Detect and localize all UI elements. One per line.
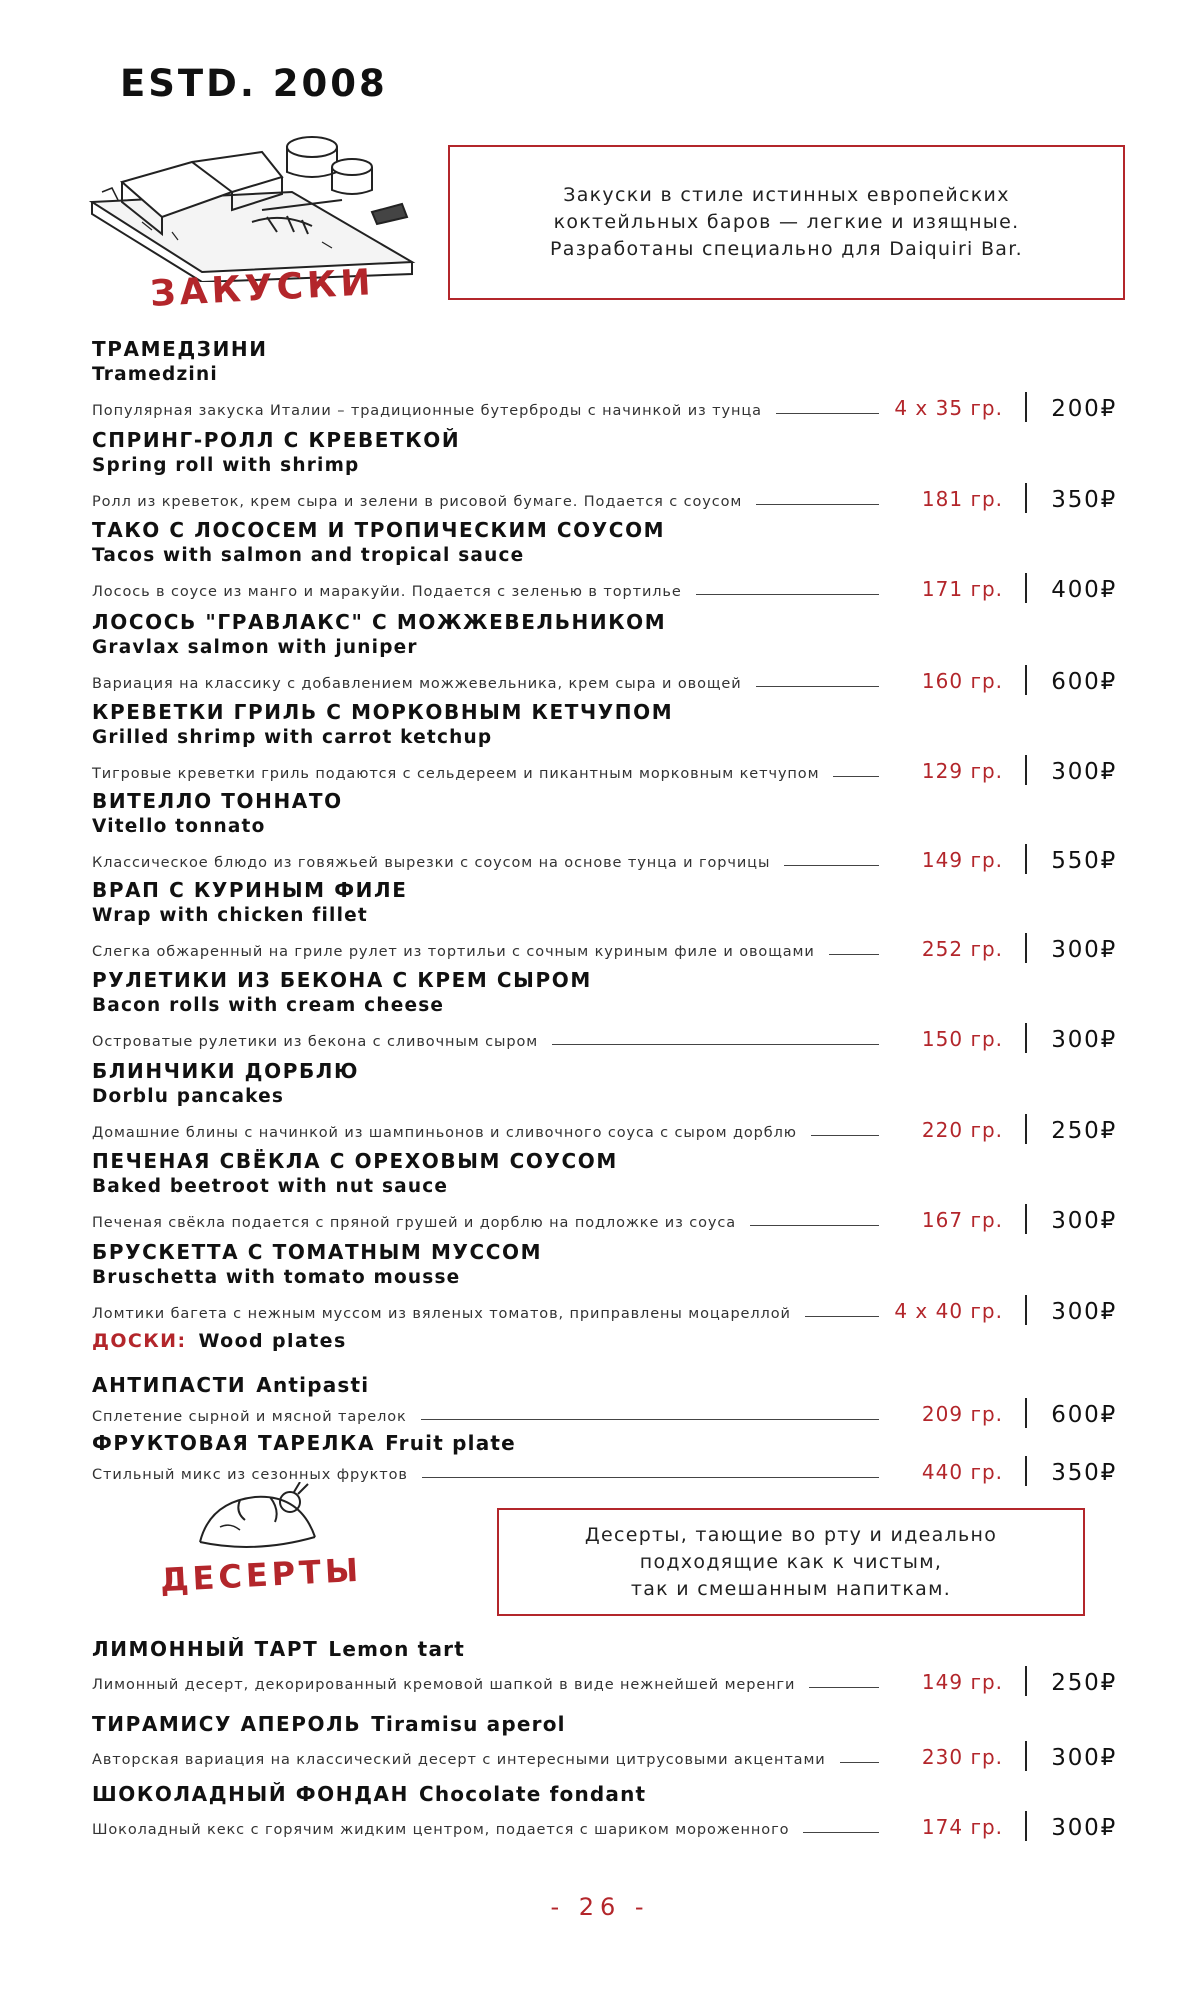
item-name-en: Wrap with chicken fillet — [92, 905, 368, 926]
boards-heading-en: Wood plates — [198, 1330, 347, 1352]
item-name-en: Gravlax salmon with juniper — [92, 637, 418, 658]
item-weight: 440 гр. — [921, 1460, 1003, 1484]
item-name-en: Dorblu pancakes — [92, 1086, 285, 1107]
item-description: Ломтики багета с нежным муссом из вяленых томатов, приправлены моцареллой — [92, 1306, 791, 1322]
item-weight: 4 x 35 гр. — [894, 396, 1003, 420]
item-description: Вариация на классику с добавлением можжевельника, крем сыра и овощей — [92, 676, 742, 692]
item-price: 400₽ — [1051, 577, 1117, 603]
item-name-en: Bruschetta with tomato mousse — [92, 1267, 461, 1288]
price-divider — [1025, 1741, 1027, 1771]
desserts-intro-box — [497, 1508, 1085, 1616]
item-description: Лимонный десерт, декорированный кремовой шапкой в виде нежнейшей меренги — [92, 1677, 796, 1693]
dessert-illustration — [190, 1482, 330, 1552]
menu-item — [92, 427, 1117, 517]
item-name-en: Chocolate fondant — [418, 1782, 647, 1806]
boards-heading — [92, 1330, 347, 1352]
item-name: БРУСКЕТТА С ТОМАТНЫМ МУССОМ — [92, 1240, 543, 1264]
menu-item — [92, 1239, 1117, 1329]
desserts-list — [92, 1636, 1117, 1851]
item-price: 600₽ — [1051, 669, 1117, 695]
item-price: 250₽ — [1051, 1670, 1117, 1696]
item-price: 300₽ — [1051, 1745, 1117, 1771]
price-divider — [1025, 1023, 1027, 1053]
item-name — [92, 1430, 1117, 1456]
page-number: - 26 - — [550, 1893, 650, 1921]
item-name — [92, 1636, 1117, 1662]
leader-line — [756, 686, 879, 687]
item-description: Шоколадный кекс с горячим жидким центром, подается с шариком мороженного — [92, 1822, 790, 1838]
boards-list — [92, 1372, 1117, 1488]
item-name-en: Fruit plate — [385, 1431, 516, 1455]
item-name: ТРАМЕДЗИНИ — [92, 337, 268, 361]
menu-item — [92, 336, 1117, 427]
item-description: Сплетение сырной и мясной тарелок — [92, 1409, 407, 1425]
item-description: Островатые рулетики из бекона с сливочным сыром — [92, 1034, 539, 1050]
desserts-intro-text: Десерты, тающие во рту и идеально подходящие как к чистым, так и смешанным напиткам. — [584, 1523, 998, 1600]
item-weight: 220 гр. — [921, 1118, 1003, 1142]
item-name: РУЛЕТИКИ ИЗ БЕКОНА С КРЕМ СЫРОМ — [92, 968, 592, 992]
item-weight: 150 гр. — [921, 1027, 1003, 1051]
price-divider — [1025, 1114, 1027, 1144]
item-name-en: Baked beetroot with nut sauce — [92, 1176, 449, 1197]
item-description: Популярная закуска Италии – традиционные бутерброды с начинкой из тунца — [92, 403, 762, 419]
leader-line — [750, 1225, 879, 1226]
item-weight: 252 гр. — [921, 937, 1003, 961]
item-name-en: Antipasti — [256, 1373, 370, 1397]
item-name: ПЕЧЕНАЯ СВЁКЛА С ОРЕХОВЫМ СОУСОМ — [92, 1149, 618, 1173]
leader-line — [422, 1477, 879, 1478]
menu-item — [92, 699, 1117, 788]
item-weight: 181 гр. — [921, 487, 1003, 511]
leader-line — [833, 776, 879, 777]
menu-item — [92, 517, 1117, 609]
price-divider — [1025, 1811, 1027, 1841]
snacks-intro-box — [448, 145, 1125, 300]
item-price: 550₽ — [1051, 848, 1117, 874]
item-price: 300₽ — [1051, 1815, 1117, 1841]
leader-line — [776, 413, 879, 414]
menu-item — [92, 1430, 1117, 1488]
leader-line — [829, 954, 879, 955]
item-name-en: Tacos with salmon and tropical sauce — [92, 545, 525, 566]
leader-line — [696, 594, 879, 595]
price-divider — [1025, 755, 1027, 785]
item-name: КРЕВЕТКИ ГРИЛЬ С МОРКОВНЫМ КЕТЧУПОМ — [92, 700, 674, 724]
item-name-ru: ШОКОЛАДНЫЙ ФОНДАН — [92, 1782, 409, 1806]
item-price: 300₽ — [1051, 1027, 1117, 1053]
price-divider — [1025, 1295, 1027, 1325]
menu-item — [92, 967, 1117, 1058]
item-price: 350₽ — [1051, 1460, 1117, 1486]
leader-line — [756, 504, 879, 505]
item-price: 200₽ — [1051, 396, 1117, 422]
snacks-list — [92, 336, 1117, 1329]
item-weight: 160 гр. — [921, 669, 1003, 693]
item-price: 300₽ — [1051, 937, 1117, 963]
item-name-ru: ФРУКТОВАЯ ТАРЕЛКА — [92, 1431, 376, 1455]
item-name-ru: ЛИМОННЫЙ ТАРТ — [92, 1637, 319, 1661]
item-name — [92, 1711, 1117, 1737]
menu-item — [92, 1372, 1117, 1430]
item-description: Слегка обжаренный на гриле рулет из тортильи с сочным куриным филе и овощами — [92, 944, 815, 960]
item-name: ВИТЕЛЛО ТОННАТО — [92, 789, 343, 813]
item-description: Классическое блюдо из говяжьей вырезки с соусом на основе тунца и горчицы — [92, 855, 771, 871]
estd-label: ESTD. 2008 — [120, 62, 388, 105]
item-name-en: Lemon tart — [328, 1637, 465, 1661]
leader-line — [803, 1832, 879, 1833]
leader-line — [552, 1044, 879, 1045]
item-price: 300₽ — [1051, 759, 1117, 785]
leader-line — [421, 1419, 879, 1420]
item-name-en: Bacon rolls with cream cheese — [92, 995, 445, 1016]
leader-line — [811, 1135, 879, 1136]
price-divider — [1025, 1666, 1027, 1696]
menu-item — [92, 1058, 1117, 1148]
item-price: 250₽ — [1051, 1118, 1117, 1144]
item-price: 300₽ — [1051, 1299, 1117, 1325]
item-name-en: Spring roll with shrimp — [92, 455, 360, 476]
menu-item — [92, 1148, 1117, 1239]
item-name: ЛОСОСЬ "ГРАВЛАКС" С МОЖЖЕВЕЛЬНИКОМ — [92, 610, 667, 634]
item-name: ВРАП С КУРИНЫМ ФИЛЕ — [92, 878, 408, 902]
item-weight: 4 x 40 гр. — [894, 1299, 1003, 1323]
item-weight: 230 гр. — [921, 1745, 1003, 1769]
price-divider — [1025, 933, 1027, 963]
item-name-en: Grilled shrimp with carrot ketchup — [92, 727, 493, 748]
leader-line — [809, 1687, 879, 1688]
price-divider — [1025, 483, 1027, 513]
item-name-ru: АНТИПАСТИ — [92, 1373, 247, 1397]
item-weight: 129 гр. — [921, 759, 1003, 783]
menu-item — [92, 1636, 1117, 1711]
price-divider — [1025, 844, 1027, 874]
menu-item — [92, 1781, 1117, 1851]
item-name-ru: ТИРАМИСУ АПЕРОЛЬ — [92, 1712, 362, 1736]
item-weight: 174 гр. — [921, 1815, 1003, 1839]
price-divider — [1025, 1456, 1027, 1486]
item-name-en: Vitello tonnato — [92, 816, 266, 837]
cheese-board-illustration — [82, 122, 422, 282]
leader-line — [840, 1762, 879, 1763]
item-weight: 149 гр. — [921, 848, 1003, 872]
item-name: СПРИНГ-РОЛЛ С КРЕВЕТКОЙ — [92, 428, 461, 452]
item-description: Стильный микс из сезонных фруктов — [92, 1467, 408, 1483]
item-weight: 167 гр. — [921, 1208, 1003, 1232]
item-weight: 149 гр. — [921, 1670, 1003, 1694]
desserts-title: ДЕСЕРТЫ — [159, 1550, 363, 1600]
item-name-en: Tramedzini — [92, 364, 218, 385]
item-price: 600₽ — [1051, 1402, 1117, 1428]
item-price: 350₽ — [1051, 487, 1117, 513]
item-name: БЛИНЧИКИ ДОРБЛЮ — [92, 1059, 360, 1083]
price-divider — [1025, 392, 1027, 422]
boards-heading-ru: ДОСКИ: — [92, 1330, 187, 1352]
menu-item — [92, 1711, 1117, 1781]
menu-item — [92, 609, 1117, 699]
item-price: 300₽ — [1051, 1208, 1117, 1234]
item-description: Домашние блины с начинкой из шампиньонов и сливочного соуса с сыром дорблю — [92, 1125, 797, 1141]
menu-item — [92, 877, 1117, 967]
item-weight: 171 гр. — [921, 577, 1003, 601]
item-description: Авторская вариация на классический десерт с интересными цитрусовыми акцентами — [92, 1752, 826, 1768]
item-weight: 209 гр. — [921, 1402, 1003, 1426]
price-divider — [1025, 573, 1027, 603]
leader-line — [805, 1316, 879, 1317]
item-name-en: Tiramisu aperol — [371, 1712, 566, 1736]
price-divider — [1025, 1204, 1027, 1234]
item-description: Тигровые креветки гриль подаются с сельдереем и пикантным морковным кетчупом — [92, 766, 820, 782]
item-description: Лосось в соусе из манго и маракуйи. Подается с зеленью в тортилье — [92, 584, 682, 600]
snacks-intro-text: Закуски в стиле истинных европейских коктейльных баров — легкие и изящные. Разработаны специально для Daiquiri Bar. — [550, 184, 1023, 260]
leader-line — [784, 865, 879, 866]
price-divider — [1025, 665, 1027, 695]
item-name — [92, 1781, 1117, 1807]
item-name — [92, 1372, 1117, 1398]
menu-item — [92, 788, 1117, 877]
item-description: Ролл из креветок, крем сыра и зелени в рисовой бумаге. Подается с соусом — [92, 494, 743, 510]
item-name: ТАКО С ЛОСОСЕМ И ТРОПИЧЕСКИМ СОУСОМ — [92, 518, 666, 542]
price-divider — [1025, 1398, 1027, 1428]
snacks-title: ЗАКУСКИ — [149, 262, 376, 315]
item-description: Печеная свёкла подается с пряной грушей и дорблю на подложке из соуса — [92, 1215, 737, 1231]
